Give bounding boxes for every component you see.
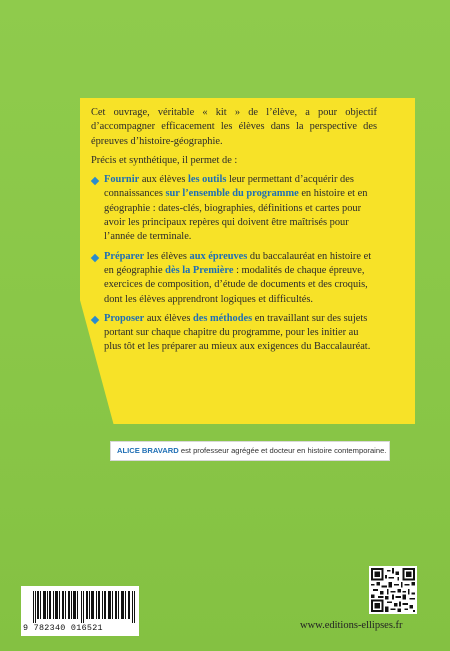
bullet-text: aux élèves — [144, 312, 193, 324]
bullet-verb: Fournir — [104, 174, 140, 186]
isbn-digits: 9 782340 016521 — [23, 623, 103, 633]
bullet-text: les élèves — [144, 250, 190, 262]
intro-paragraph: Cet ouvrage, véritable « kit » de l’élève, a pour objectif d’accompagner efficacement les élèves dans la perspective des épreuves d’histoire-géographie. — [91, 107, 377, 147]
qr-code[interactable] — [369, 566, 417, 614]
bullet-keyword: des méthodes — [192, 312, 253, 324]
bullet-verb: Préparer — [104, 250, 145, 262]
author-box — [110, 441, 390, 461]
bullet-text: leur permettant d’acquérir des connaissances — [104, 174, 354, 200]
bullet-keyword: aux épreuves — [189, 250, 248, 262]
bullet-verb: Proposer — [104, 312, 145, 324]
author-name: ALICE BRAVARD — [117, 446, 179, 455]
isbn-barcode — [21, 586, 139, 636]
bullet-item-proposer — [91, 312, 377, 355]
publisher-website[interactable]: www.editions-ellipses.fr — [300, 620, 403, 631]
bullet-diamond-icon — [91, 177, 99, 185]
barcode-icon — [33, 591, 135, 623]
bullet-text: en histoire et en géographie : dates-clés, biographies, définitions et cartes pour avoir les principaux repères qui doivent être maîtrisés pour l’année de terminale. — [104, 188, 368, 243]
lead-paragraph: Précis et synthétique, il permet de : — [91, 154, 238, 166]
bullet-list — [91, 173, 377, 355]
bullet-item-fournir — [91, 173, 377, 244]
author-bio: est professeur agrégée et docteur en histoire contemporaine. — [178, 446, 387, 455]
bullet-text: en travaillant sur des sujets portant sur chaque chapitre du programme, pour les initier au plus tôt et les préparer au mieux aux exigences du Baccalauréat. — [104, 312, 371, 353]
bullet-keyword: sur l’ensemble du programme — [165, 188, 299, 200]
qr-code-icon — [371, 568, 415, 612]
bullet-text: : modalités de chaque épreuve, exercices de composition, d’étude de documents et des croquis, dont les élèves apprendront logiques et difficultés. — [104, 264, 368, 305]
bullet-keyword: dès la Première — [165, 264, 234, 276]
bullet-diamond-icon — [91, 253, 99, 261]
bullet-diamond-icon — [91, 316, 99, 324]
description-text — [91, 106, 377, 360]
bullet-item-preparer — [91, 250, 377, 307]
bullet-keyword: les outils — [187, 174, 227, 186]
bullet-text: du baccalauréat en histoire et en géographie — [104, 250, 372, 276]
bullet-text: aux élèves — [139, 174, 188, 186]
